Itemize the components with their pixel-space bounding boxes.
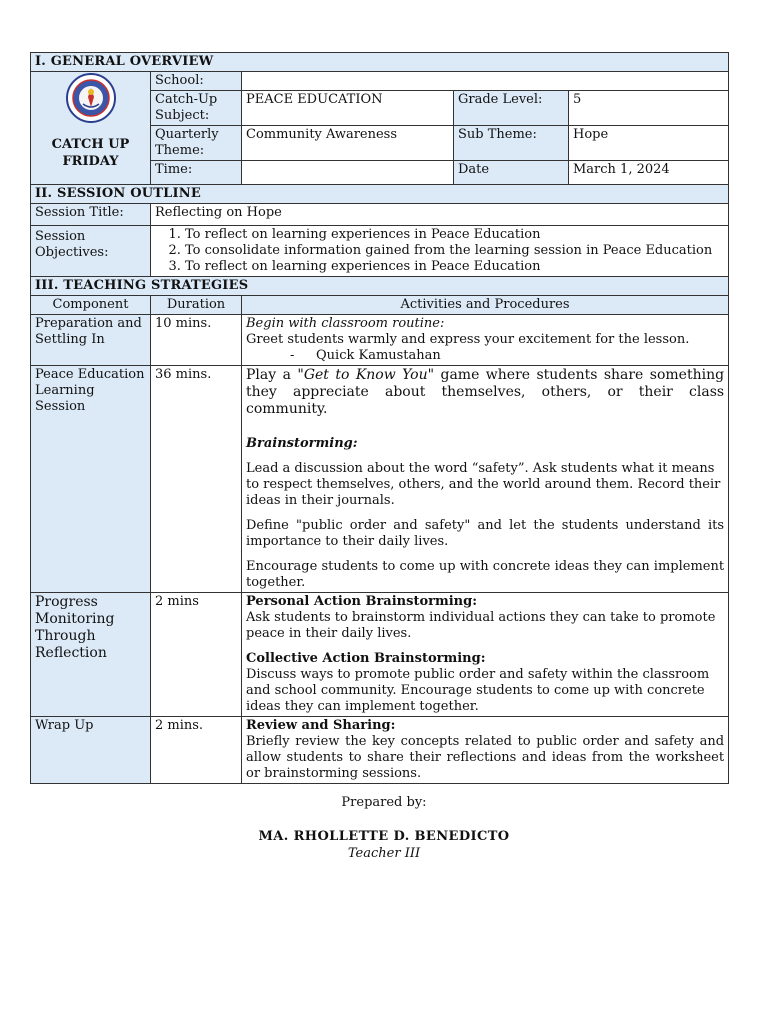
activity-subheading: Personal Action Brainstorming: xyxy=(246,594,477,609)
text-run: Play a xyxy=(246,367,298,383)
quarterly-theme-value: Community Awareness xyxy=(242,126,454,161)
sub-theme-label: Sub Theme: xyxy=(454,126,569,161)
table-row xyxy=(31,717,729,784)
activity-bullet xyxy=(246,348,724,364)
table-row xyxy=(31,315,729,366)
activity-paragraph: Briefly review the key concepts related to public order and safety and allow students to share their reflections and ideas from the worksheet or brainstorming sessions. xyxy=(246,734,725,781)
subject-label: Catch-Up Subject: xyxy=(151,91,242,126)
component-cell: Preparation and Settling In xyxy=(31,315,151,366)
table-row xyxy=(31,366,729,593)
quarterly-theme-label: Quarterly Theme: xyxy=(151,126,242,161)
objective-item: 2. To consolidate information gained from the learning session in Peace Education xyxy=(185,243,724,259)
section-teaching-strategies xyxy=(31,277,729,296)
component-cell: Wrap Up xyxy=(31,717,151,784)
section-session-outline xyxy=(31,185,729,204)
session-title-label: Session Title: xyxy=(31,204,151,226)
lesson-plan-table xyxy=(30,52,729,784)
subject-value: PEACE EDUCATION xyxy=(242,91,454,126)
duration-cell: 2 mins xyxy=(151,593,242,717)
catch-up-text: CATCH UP xyxy=(51,137,130,152)
table-row xyxy=(31,593,729,717)
activity-paragraph: Encourage students to come up with concrete ideas they can implement together. xyxy=(246,559,725,590)
text-run-italic: "Get to Know You" xyxy=(297,367,435,383)
catch-up-cell xyxy=(31,72,151,185)
time-label: Time: xyxy=(151,161,242,185)
activity-paragraph: Ask students to brainstorm individual actions they can take to promote peace in their daily lives. xyxy=(246,610,716,641)
activities-cell xyxy=(242,366,729,593)
objective-item: 1. To reflect on learning experiences in Peace Education xyxy=(185,227,724,243)
sub-theme-value: Hope xyxy=(569,126,729,161)
activities-cell xyxy=(242,717,729,784)
text-run: game where students share something they appreciate about themselves, others, or their class community. xyxy=(246,367,725,417)
component-cell: Progress Monitoring Through Reflection xyxy=(31,593,151,717)
objective-item: 3. To reflect on learning experiences in Peace Education xyxy=(185,259,724,275)
grade-level-label: Grade Level: xyxy=(454,91,569,126)
preparer-role: Teacher III xyxy=(347,846,421,861)
section-heading: III. TEACHING STRATEGIES xyxy=(31,277,729,296)
school-label: School: xyxy=(151,72,242,91)
section-general-overview xyxy=(31,53,729,72)
column-header-duration: Duration xyxy=(151,296,242,315)
session-objectives-cell xyxy=(151,226,729,277)
preparer-name: MA. RHOLLETTE D. BENEDICTO xyxy=(258,829,510,844)
activity-paragraph: Define "public order and safety" and let the students understand its importance to their daily lives. xyxy=(246,518,725,549)
session-objectives-label: Session Objectives: xyxy=(31,226,151,277)
component-cell: Peace Education Learning Session xyxy=(31,366,151,593)
bullet-text: Quick Kamustahan xyxy=(316,348,441,363)
activity-subheading: Brainstorming: xyxy=(246,436,358,451)
section-heading: I. GENERAL OVERVIEW xyxy=(31,53,729,72)
activity-paragraph: Lead a discussion about the word “safety”. Ask students what it means to respect themselves, others, and the world around them. Record their ideas in their journals. xyxy=(246,461,721,508)
deped-seal-icon xyxy=(66,73,116,123)
grade-level-value: 5 xyxy=(569,91,729,126)
time-value xyxy=(242,161,454,185)
duration-cell: 36 mins. xyxy=(151,366,242,593)
activity-paragraph xyxy=(246,367,724,418)
activity-intro: Begin with classroom routine: xyxy=(246,316,445,331)
activity-subheading: Collective Action Brainstorming: xyxy=(246,651,486,666)
activity-text: Greet students warmly and express your excitement for the lesson. xyxy=(246,332,690,347)
duration-cell: 10 mins. xyxy=(151,315,242,366)
catch-up-friday-label xyxy=(35,136,146,170)
duration-cell: 2 mins. xyxy=(151,717,242,784)
activities-cell xyxy=(242,315,729,366)
objectives-list xyxy=(155,227,724,275)
session-title-value: Reflecting on Hope xyxy=(151,204,729,226)
column-header-component: Component xyxy=(31,296,151,315)
prepared-by-label: Prepared by: xyxy=(341,795,427,810)
column-header-activities: Activities and Procedures xyxy=(242,296,729,315)
friday-text: FRIDAY xyxy=(62,154,119,169)
activity-subheading: Review and Sharing: xyxy=(246,718,396,733)
date-value: March 1, 2024 xyxy=(569,161,729,185)
activities-cell xyxy=(242,593,729,717)
school-value xyxy=(242,72,729,91)
bullet-mark: - xyxy=(290,348,295,363)
activity-paragraph: Discuss ways to promote public order and safety within the classroom and school community. Encourage students to come up with concrete ideas they can implement together. xyxy=(246,667,710,714)
section-heading: II. SESSION OUTLINE xyxy=(31,185,729,204)
date-label: Date xyxy=(454,161,569,185)
